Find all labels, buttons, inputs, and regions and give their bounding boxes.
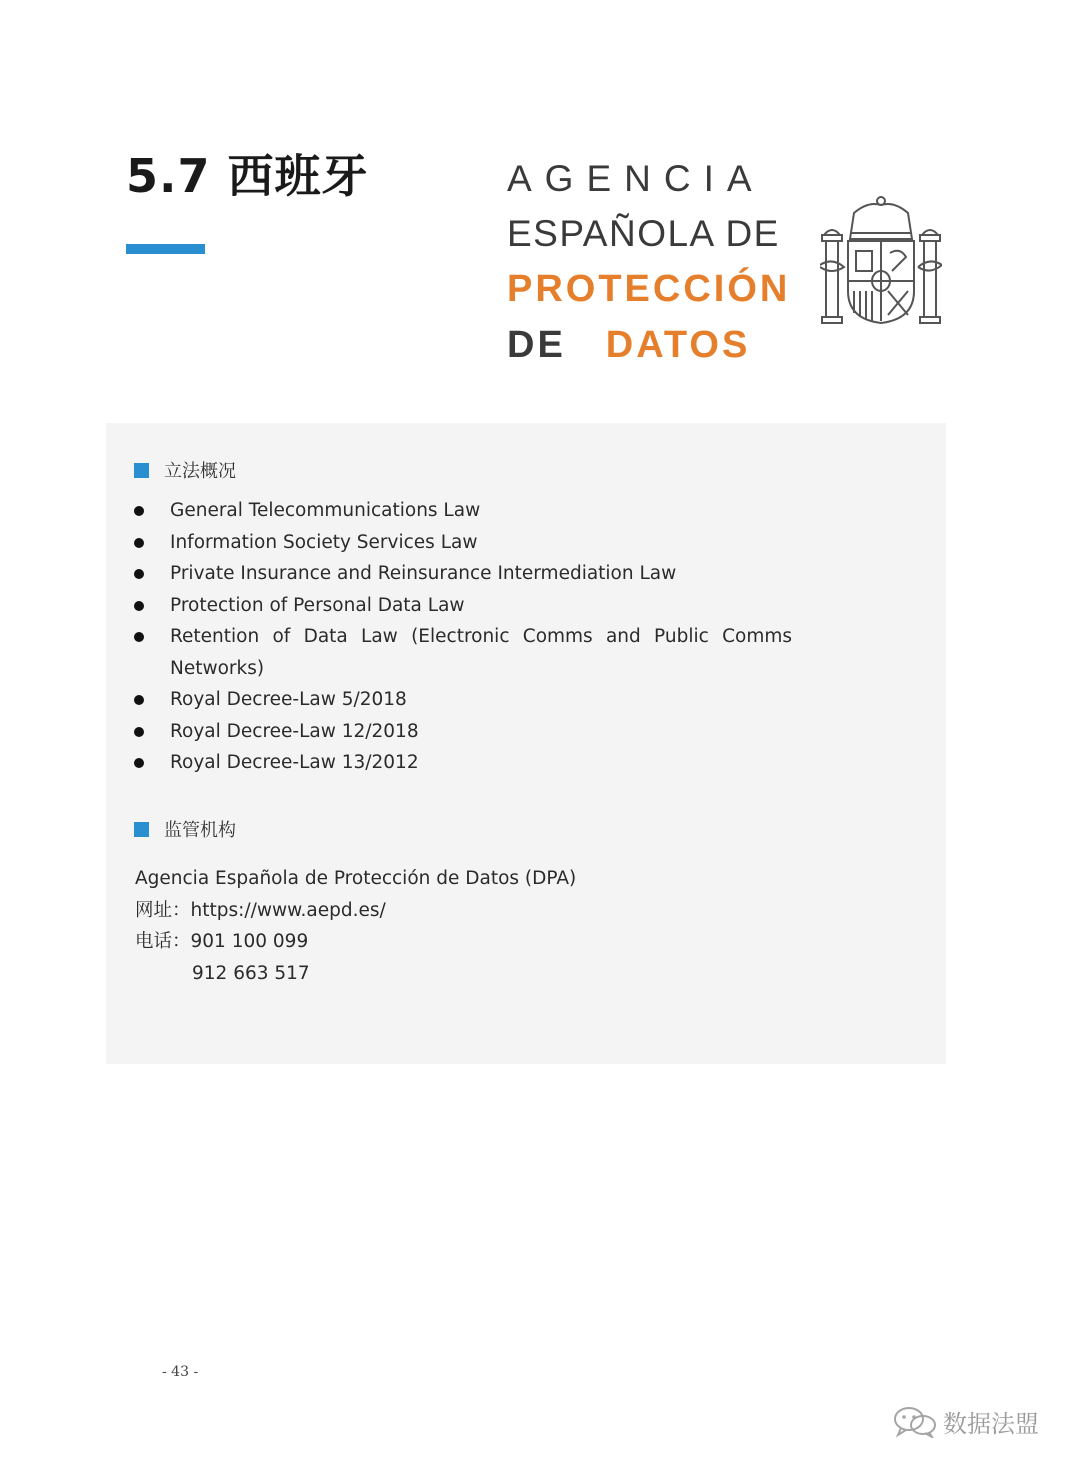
law-label: Information Society Services Law bbox=[170, 531, 478, 553]
logo-word-datos: DATOS bbox=[605, 324, 751, 366]
square-bullet-icon bbox=[134, 463, 149, 478]
info-panel bbox=[106, 423, 946, 1064]
logo-line-proteccion: PROTECCIÓN bbox=[507, 268, 791, 310]
bullet-icon bbox=[134, 506, 144, 516]
law-label-continuation: Networks) bbox=[170, 657, 265, 679]
legislation-list bbox=[132, 495, 792, 779]
law-label: Retention of Data Law (Electronic Comms and Public Comms bbox=[170, 626, 792, 647]
website-link[interactable]: https://www.aepd.es/ bbox=[190, 899, 386, 921]
phone-label: 电话： bbox=[135, 931, 191, 952]
law-label: General Telecommunications Law bbox=[170, 500, 481, 521]
list-item bbox=[132, 747, 792, 779]
page-number: - 43 - bbox=[162, 1364, 199, 1380]
regulator-name: Agencia Española de Protección de Datos (DPA) bbox=[135, 868, 577, 889]
section-title: 5.7 西班牙 bbox=[126, 149, 369, 203]
law-label: Royal Decree-Law 5/2018 bbox=[170, 689, 407, 710]
list-item bbox=[132, 495, 792, 527]
logo-line-agencia: AGENCIA bbox=[507, 158, 765, 199]
list-item bbox=[132, 527, 792, 559]
logo-line-de-datos bbox=[507, 326, 762, 364]
logo-line-espanola: ESPAÑOLA DE bbox=[507, 213, 780, 254]
regulator-heading-label: 监管机构 bbox=[164, 820, 236, 841]
bullet-icon bbox=[134, 538, 144, 548]
aepd-logo-text bbox=[507, 158, 791, 366]
bullet-icon bbox=[134, 601, 144, 611]
spanish-coat-of-arms-icon bbox=[820, 195, 942, 327]
wechat-icon bbox=[893, 1406, 937, 1438]
watermark-text: 数据法盟 bbox=[943, 1410, 1039, 1438]
law-label: Protection of Personal Data Law bbox=[170, 594, 465, 616]
law-label: Royal Decree-Law 13/2012 bbox=[170, 752, 419, 773]
law-label: Private Insurance and Reinsurance Intermediation Law bbox=[170, 563, 677, 584]
logo-word-de: DE bbox=[507, 324, 566, 366]
bullet-icon bbox=[134, 632, 144, 642]
regulator-website-row bbox=[135, 895, 576, 927]
list-item bbox=[132, 590, 792, 622]
legislation-heading bbox=[134, 457, 236, 483]
phone-number-2: 912 663 517 bbox=[192, 962, 310, 984]
bullet-icon bbox=[134, 695, 144, 705]
bullet-icon bbox=[134, 758, 144, 768]
list-item bbox=[132, 558, 792, 590]
bullet-icon bbox=[134, 727, 144, 737]
regulator-phone-row-2 bbox=[135, 958, 576, 990]
title-accent-bar bbox=[126, 244, 205, 254]
legislation-heading-label: 立法概况 bbox=[164, 461, 236, 482]
list-item bbox=[132, 716, 792, 748]
law-label: Royal Decree-Law 12/2018 bbox=[170, 720, 419, 742]
watermark bbox=[893, 1404, 1039, 1439]
bullet-icon bbox=[134, 569, 144, 579]
regulator-heading bbox=[134, 816, 236, 842]
regulator-phone-row bbox=[135, 926, 576, 958]
square-bullet-icon bbox=[134, 822, 149, 837]
website-label: 网址： bbox=[135, 899, 191, 921]
phone-number-1: 901 100 099 bbox=[190, 931, 309, 952]
list-item bbox=[132, 621, 792, 684]
list-item bbox=[132, 684, 792, 716]
regulator-details bbox=[135, 863, 576, 989]
